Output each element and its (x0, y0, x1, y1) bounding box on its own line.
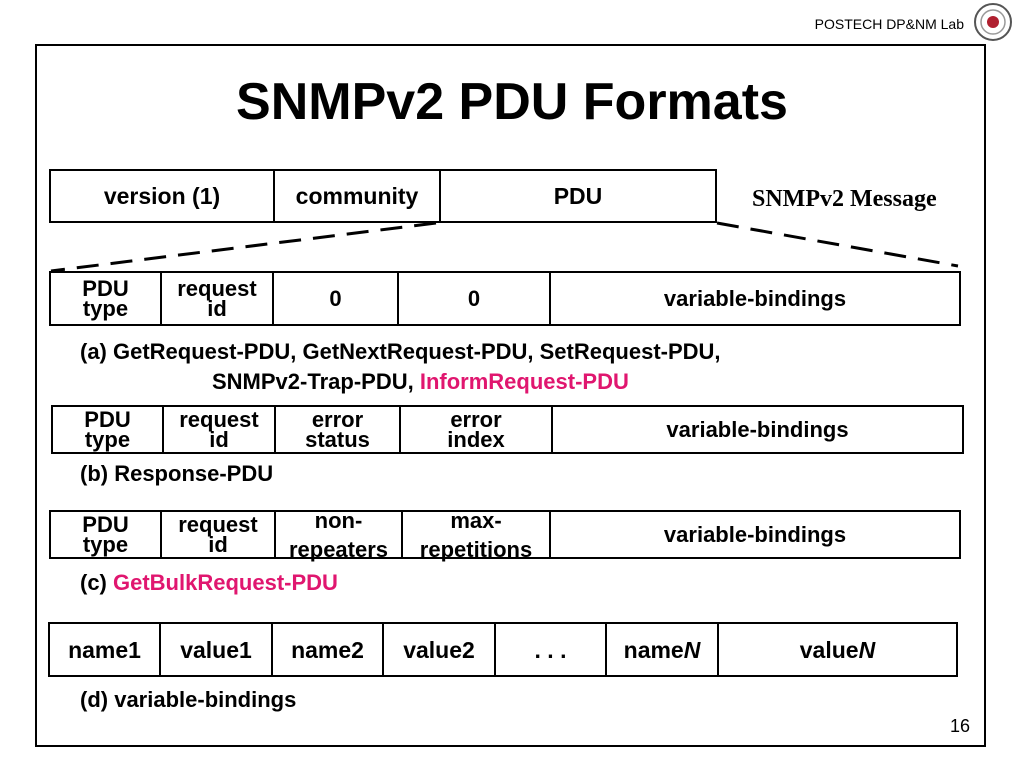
field-valueN: value N (799, 636, 876, 663)
caption-c-plain: (c) (80, 570, 113, 595)
variable-bindings-format (48, 622, 958, 677)
caption-a-highlight: InformRequest-PDU (419, 369, 629, 394)
field-pdu-type: PDU type (51, 512, 162, 557)
field-variable-bindings: variable-bindings (663, 522, 847, 547)
field-ellipsis: . . . (496, 624, 607, 675)
field-pdu-type: PDU type (53, 407, 164, 452)
field-zero-2: 0 (399, 273, 551, 324)
caption-a-line1: (a) GetRequest-PDU, GetNextRequest-PDU, SetRequest-PDU, (80, 339, 721, 364)
slide-title: SNMPv2 PDU Formats (236, 73, 788, 131)
field-error-index: error index (401, 407, 553, 452)
field-request-id: request id (164, 407, 276, 452)
caption-c (80, 570, 338, 596)
caption-b: (b) Response-PDU (80, 461, 274, 486)
field-value1: value1 (161, 624, 273, 675)
field-error-status: error status (276, 407, 401, 452)
field-non-repeaters: non- repeaters (276, 512, 403, 557)
field-name2: name2 (273, 624, 384, 675)
message-note: SNMPv2 Message (752, 186, 937, 212)
caption-a-line2 (212, 369, 629, 395)
caption-c-highlight: GetBulkRequest-PDU (113, 570, 338, 595)
field-zero-1: 0 (274, 273, 399, 324)
dashed-line-left (51, 223, 436, 271)
field-community: community (275, 171, 441, 221)
field-pdu: PDU (553, 183, 603, 209)
field-variable-bindings: variable-bindings (666, 417, 849, 442)
field-max-repetitions: max- repetitions (403, 512, 551, 557)
field-variable-bindings: variable-bindings (663, 285, 847, 311)
field-nameN: name N (607, 624, 719, 675)
pdu-format-a (49, 271, 961, 326)
page-number: 16 (950, 716, 971, 736)
field-pdu-type: PDU type (51, 273, 162, 324)
dashed-line-right (717, 223, 958, 266)
field-request-id: request id (162, 512, 276, 557)
caption-d: (d) variable-bindings (80, 687, 297, 712)
field-name1: name1 (50, 624, 161, 675)
lab-header: POSTECH DP&NM Lab (814, 16, 964, 32)
field-version: version (1) (51, 171, 275, 221)
pdu-format-c (49, 507, 961, 562)
field-request-id: request id (162, 273, 274, 324)
caption-a-plain: SNMPv2-Trap-PDU, (212, 369, 420, 394)
pdu-format-b (51, 405, 964, 454)
field-value2: value2 (384, 624, 496, 675)
